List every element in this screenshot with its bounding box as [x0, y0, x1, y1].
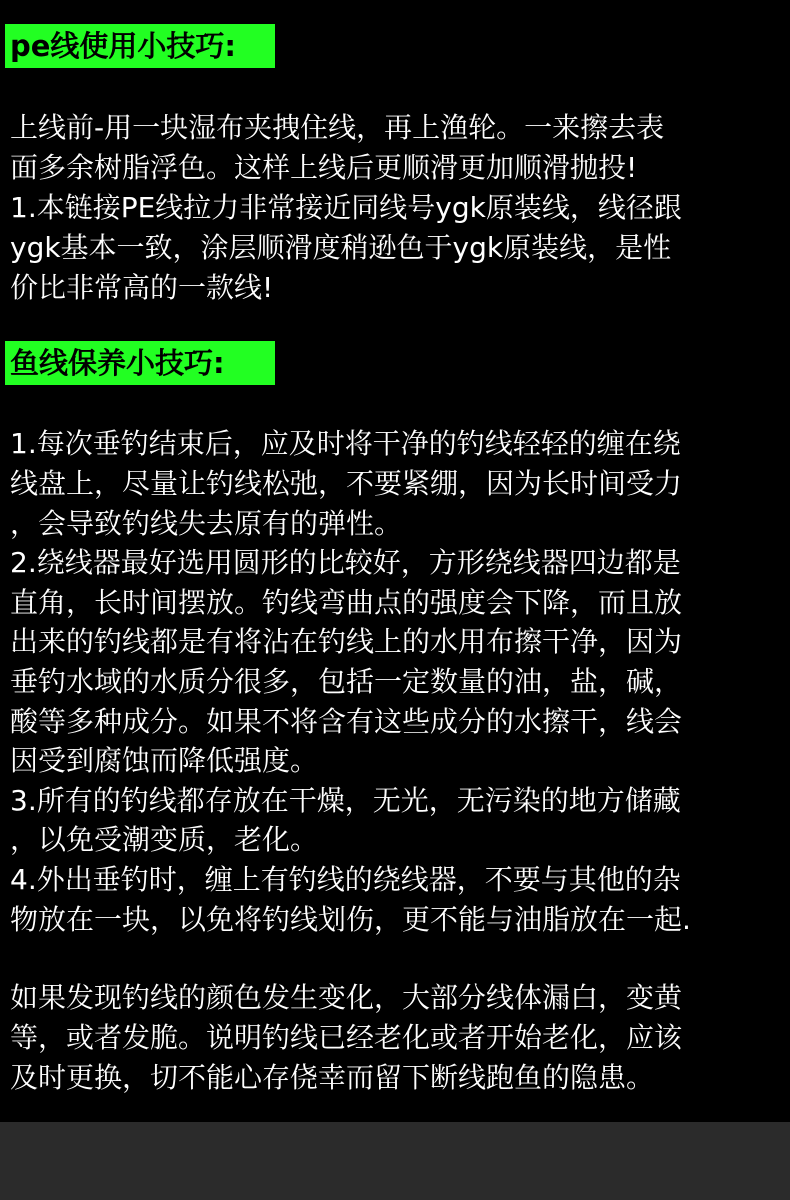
text-line: 直角，长时间摆放。钓线弯曲点的强度会下降，而且放 [10, 586, 683, 619]
text-line: 线盘上，尽量让钓线松弛，不要紧绷，因为长时间受力 [10, 467, 683, 500]
text-line: 物放在一块，以免将钓线划伤，更不能与油脂放在一起. [10, 903, 691, 936]
text-line: 1.本链接PE线拉力非常接近同线号ygk原装线，线径跟 [10, 191, 682, 224]
text-line: 等，或者发脆。说明钓线已经老化或者开始老化，应该 [10, 1021, 683, 1054]
text-line: 如果发现钓线的颜色发生变化，大部分线体漏白，变黄 [10, 981, 683, 1014]
text-line: ，以免受潮变质，老化。 [10, 823, 319, 856]
text-line: 因受到腐蚀而降低强度。 [10, 744, 319, 777]
text-line: 4.外出垂钓时，缠上有钓线的绕线器，不要与其他的杂 [10, 863, 681, 896]
footer-band [0, 1122, 790, 1200]
text-line: 价比非常高的一款线! [10, 271, 274, 304]
section-heading-line-care-tips: 鱼线保养小技巧: [5, 341, 275, 385]
text-line: 及时更换，切不能心存侥幸而留下断线跑鱼的隐患。 [10, 1061, 655, 1094]
text-line: 面多余树脂浮色。这样上线后更顺滑更加顺滑抛投! [10, 151, 638, 184]
text-line: 2.绕线器最好选用圆形的比较好，方形绕线器四边都是 [10, 546, 681, 579]
section-heading-pe-line-tips: pe线使用小技巧: [5, 24, 275, 68]
text-line: ygk基本一致，涂层顺滑度稍逊色于ygk原装线，是性 [10, 231, 672, 264]
text-line: 3.所有的钓线都存放在干燥，无光，无污染的地方储藏 [10, 784, 681, 817]
text-line: 垂钓水域的水质分很多，包括一定数量的油，盐，碱， [10, 665, 683, 698]
text-line: ，会导致钓线失去原有的弹性。 [10, 507, 403, 540]
text-line: 1.每次垂钓结束后，应及时将干净的钓线轻轻的缠在绕 [10, 427, 681, 460]
text-line: 上线前-用一块湿布夹拽住线，再上渔轮。一来擦去表 [10, 111, 665, 144]
text-line: 出来的钓线都是有将沾在钓线上的水用布擦干净，因为 [10, 625, 683, 658]
text-line: 酸等多种成分。如果不将含有这些成分的水擦干，线会 [10, 705, 683, 738]
